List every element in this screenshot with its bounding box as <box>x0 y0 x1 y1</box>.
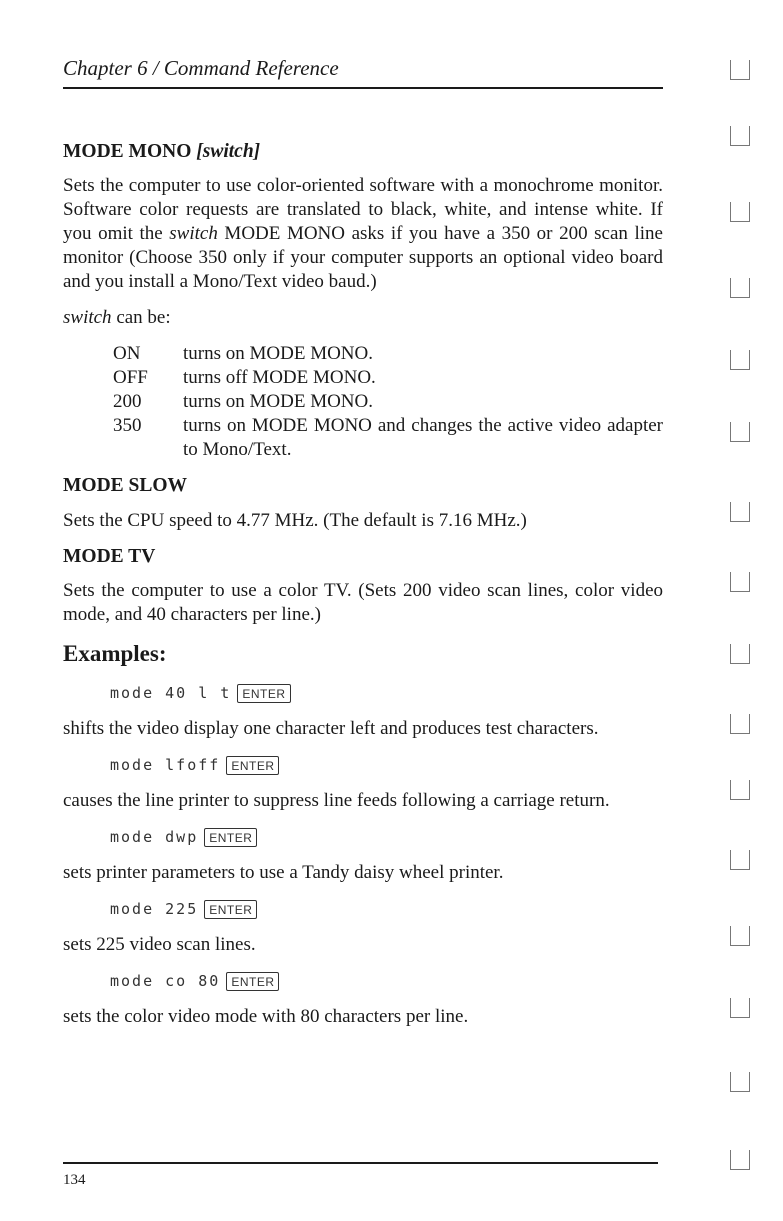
example-code: mode dwp ENTER <box>110 825 663 849</box>
binding-hole-icon <box>727 572 753 592</box>
switch-desc: turns on MODE MONO. <box>183 391 373 413</box>
enter-key-icon: ENTER <box>204 900 257 919</box>
page-number: 134 <box>63 1172 86 1188</box>
switch-key: 200 <box>113 391 142 413</box>
switch-desc: turns on MODE MONO. <box>183 343 373 365</box>
binding-hole-icon <box>727 714 753 734</box>
mode-tv-description: Sets the computer to use a color TV. (Sets 200 video scan lines, color video mode, and 40 characters per line.) <box>63 580 663 626</box>
binding-hole-icon <box>727 502 753 522</box>
chapter-title: Chapter 6 / Command Reference <box>63 56 339 80</box>
switch-row <box>113 414 663 462</box>
binding-hole-icon <box>727 780 753 800</box>
binding-hole-icon <box>727 644 753 664</box>
page-content <box>63 140 663 1041</box>
examples-heading: Examples: <box>63 641 167 667</box>
enter-key-icon: ENTER <box>237 684 290 703</box>
mode-mono-arg: [switch] <box>196 141 261 162</box>
running-header <box>63 56 663 89</box>
binding-hole-icon <box>727 278 753 298</box>
enter-key-icon: ENTER <box>226 972 279 991</box>
enter-key-icon: ENTER <box>204 828 257 847</box>
mode-mono-heading: MODE MONO [switch] <box>63 141 261 162</box>
binding-hole-icon <box>727 998 753 1018</box>
binding-hole-icon <box>727 1150 753 1170</box>
example-code: mode 225 ENTER <box>110 897 663 921</box>
switch-row <box>113 342 663 366</box>
binding-hole-icon <box>727 126 753 146</box>
switch-list <box>113 342 663 462</box>
mode-mono-description: Sets the computer to use color-oriented software with a monochrome monitor. Software color requests are translated to black, white, and intense white. If you omit the switch MODE MONO asks if you have a 350 or 200 scan line monitor (Choose 350 only if your computer supports an optional video board and you install a Mono/Text video baud.) <box>63 175 663 293</box>
example-description: sets printer parameters to use a Tandy daisy wheel printer. <box>63 862 504 884</box>
binding-hole-icon <box>727 926 753 946</box>
switch-desc: turns off MODE MONO. <box>183 367 376 389</box>
switch-term: switch <box>169 223 218 245</box>
enter-key-icon: ENTER <box>226 756 279 775</box>
binding-hole-icon <box>727 1072 753 1092</box>
example-code: mode 40 l t ENTER <box>110 681 663 705</box>
example-code: mode co 80 ENTER <box>110 969 663 993</box>
example-description: sets the color video mode with 80 characters per line. <box>63 1006 469 1028</box>
example-code: mode lfoff ENTER <box>110 753 663 777</box>
switch-intro: switch can be: <box>63 307 171 329</box>
footer-rule <box>63 1162 658 1164</box>
mode-slow-description: Sets the CPU speed to 4.77 MHz. (The default is 7.16 MHz.) <box>63 509 527 531</box>
binding-hole-icon <box>727 850 753 870</box>
switch-row <box>113 390 663 414</box>
binding-hole-icon <box>727 60 753 80</box>
switch-desc: turns on MODE MONO and changes the active video adapter to Mono/Text. <box>183 415 663 461</box>
switch-row <box>113 366 663 390</box>
binding-margin-marks <box>727 60 767 1180</box>
mode-slow-heading: MODE SLOW <box>63 475 188 497</box>
example-description: sets 225 video scan lines. <box>63 934 256 956</box>
example-description: shifts the video display one character left and produces test characters. <box>63 718 599 740</box>
binding-hole-icon <box>727 350 753 370</box>
switch-key: OFF <box>113 367 148 389</box>
switch-key: ON <box>113 343 141 365</box>
mode-tv-heading: MODE TV <box>63 545 156 567</box>
example-description: causes the line printer to suppress line feeds following a carriage return. <box>63 790 610 812</box>
binding-hole-icon <box>727 422 753 442</box>
binding-hole-icon <box>727 202 753 222</box>
switch-key: 350 <box>113 415 142 437</box>
